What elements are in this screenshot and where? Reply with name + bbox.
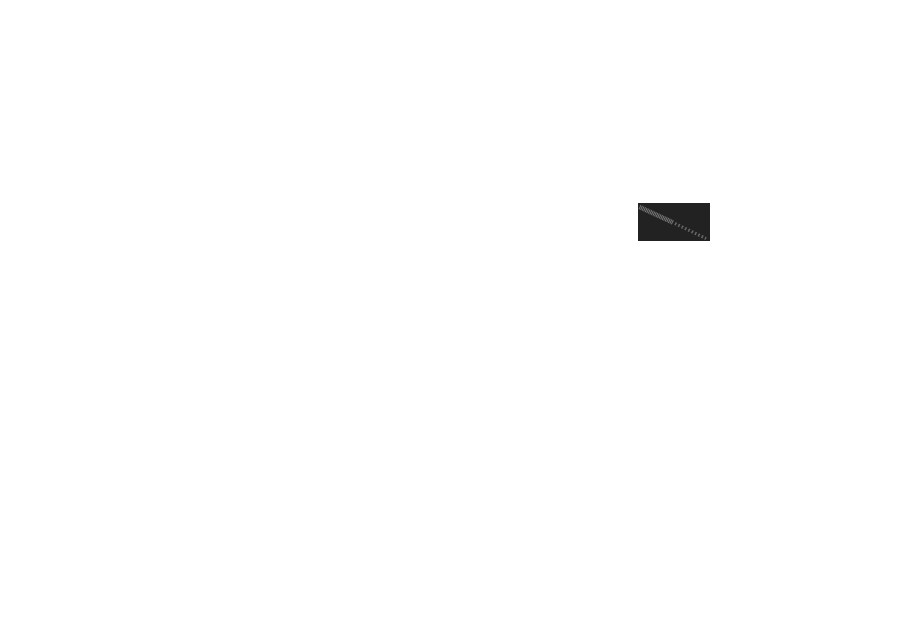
scratch-dotted-core bbox=[676, 224, 706, 239]
diagonal-scratch-graphic bbox=[638, 203, 710, 241]
dark-image-thumbnail bbox=[638, 203, 710, 241]
scratch-dense-segment bbox=[640, 207, 674, 223]
